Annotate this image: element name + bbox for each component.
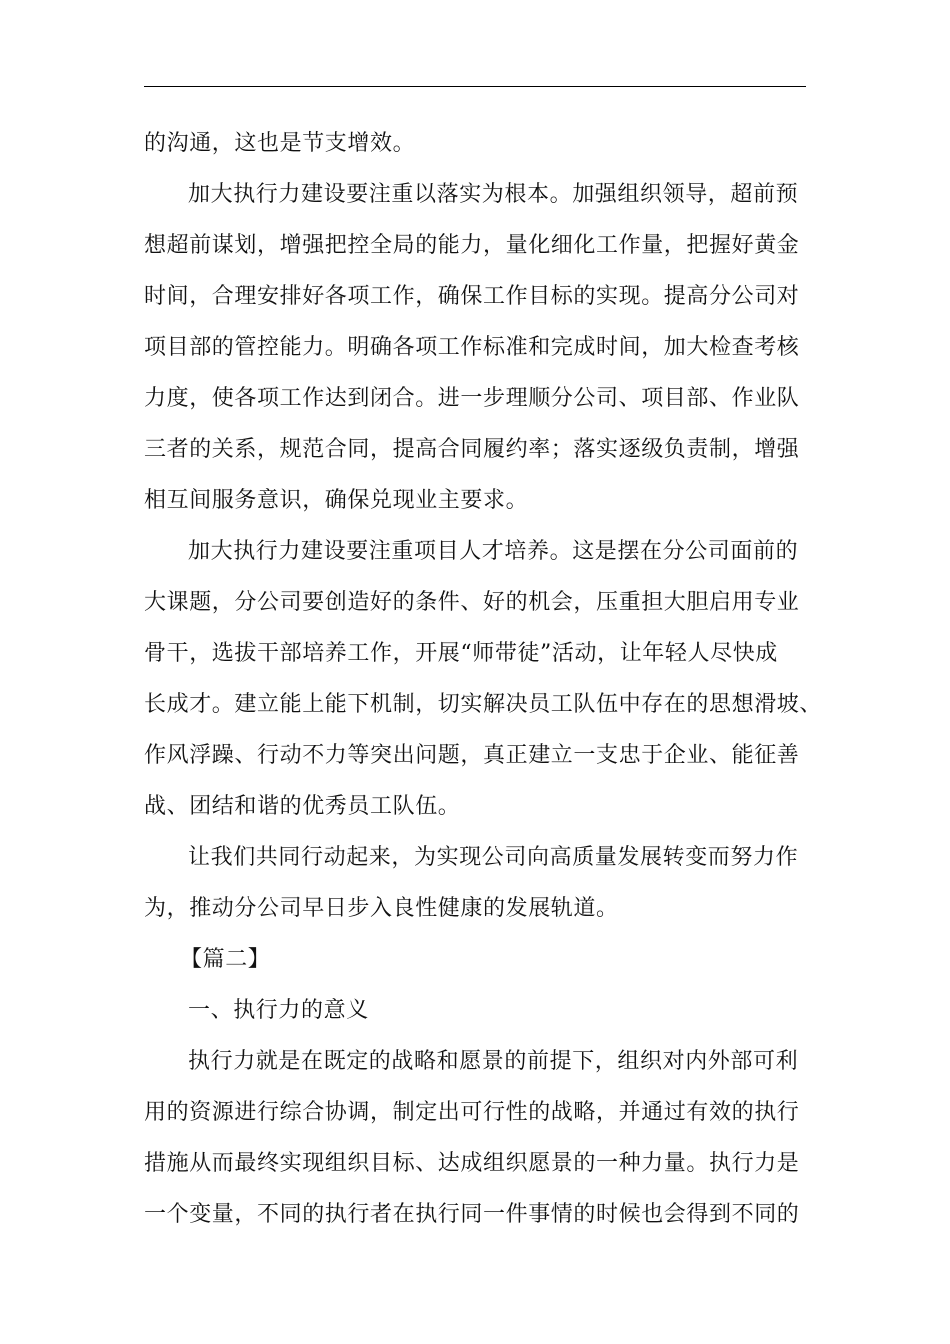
text-line: 执行力就是在既定的战略和愿景的前提下，组织对内外部可利 [188,1049,799,1074]
text-line: 项目部的管控能力。明确各项工作标准和完成时间，加大检查考核 [144,335,800,360]
section-heading: 【篇二】 [180,947,271,972]
text-line: 的沟通，这也是节支增效。 [144,131,416,156]
text-line: 措施从而最终实现组织目标、达成组织愿景的一种力量。执行力是 [144,1151,800,1176]
text-line: 骨干，选拔干部培养工作，开展“师带徒”活动，让年轻人尽快成 [144,641,778,666]
body-text [144,118,823,1240]
text-line: 加大执行力建设要注重项目人才培养。这是摆在分公司面前的 [188,539,799,564]
text-line: 作风浮躁、行动不力等突出问题，真正建立一支忠于企业、能征善 [144,743,800,768]
text-line: 想超前谋划，增强把控全局的能力，量化细化工作量，把握好黄金 [144,233,800,258]
header-rule [144,86,806,87]
text-line: 相互间服务意识，确保兑现业主要求。 [144,488,529,513]
text-line: 为，推动分公司早日步入良性健康的发展轨道。 [144,896,619,921]
text-line: 时间，合理安排好各项工作，确保工作目标的实现。提高分公司对 [144,284,800,309]
text-line: 让我们共同行动起来，为实现公司向高质量发展转变而努力作 [188,845,799,870]
text-line: 用的资源进行综合协调，制定出可行性的战略，并通过有效的执行 [144,1100,800,1125]
text-line: 三者的关系，规范合同，提高合同履约率；落实逐级负责制，增强 [144,437,800,462]
text-line: 长成才。建立能上能下机制，切实解决员工队伍中存在的思想滑坡、 [144,692,823,717]
text-line: 大课题，分公司要创造好的条件、好的机会，压重担大胆启用专业 [144,590,800,615]
subsection-heading: 一、执行力的意义 [188,998,369,1023]
text-line: 加大执行力建设要注重以落实为根本。加强组织领导，超前预 [188,182,799,207]
text-line: 力度，使各项工作达到闭合。进一步理顺分公司、项目部、作业队 [144,386,800,411]
text-line: 战、团结和谐的优秀员工队伍。 [144,794,461,819]
text-line: 一个变量，不同的执行者在执行同一件事情的时候也会得到不同的 [144,1202,800,1227]
